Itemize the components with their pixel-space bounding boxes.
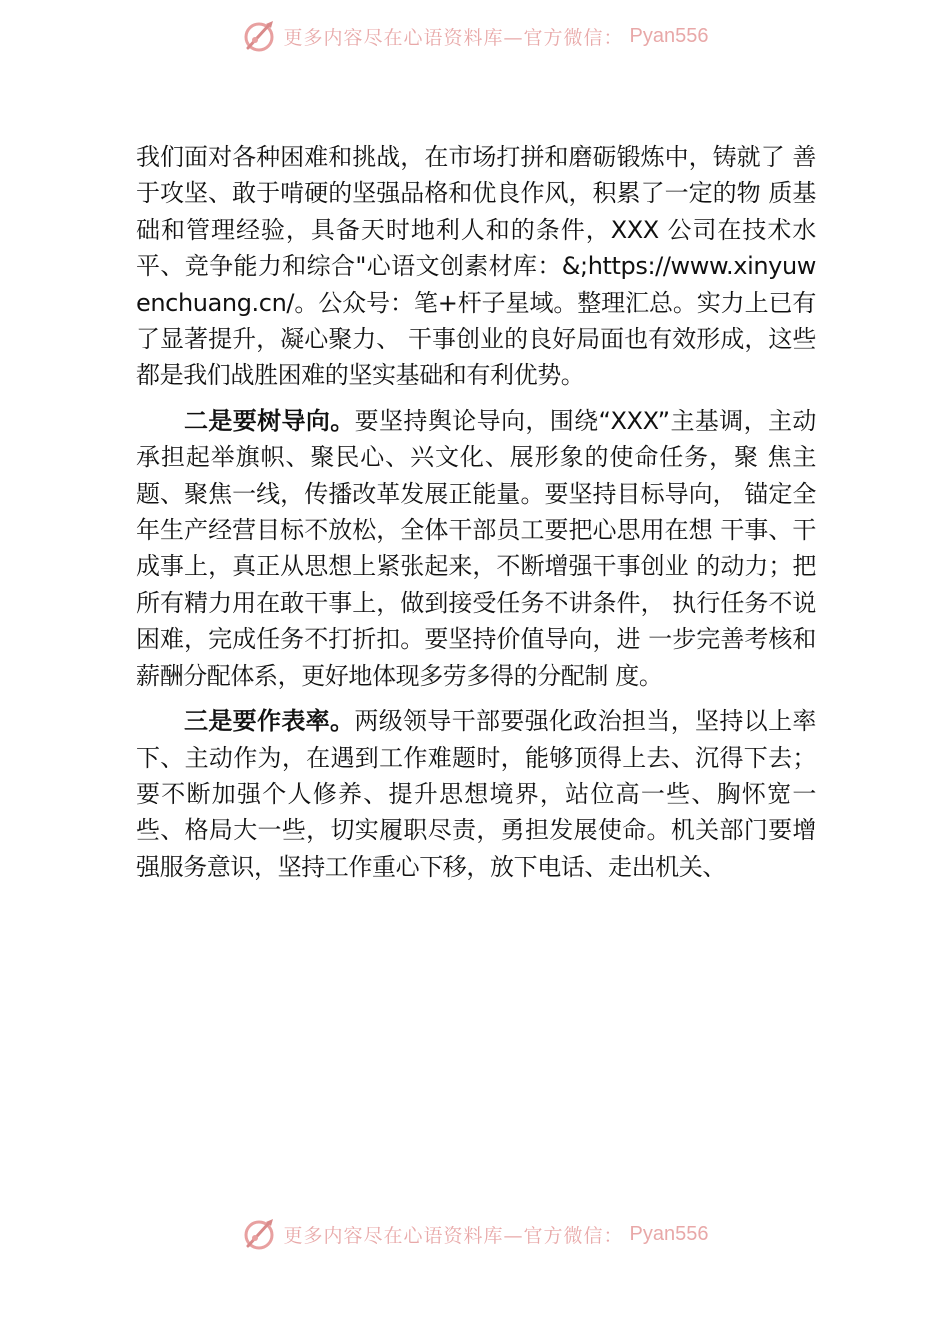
watermark-text: 更多内容尽在心语资料库—官方微信：	[283, 1224, 624, 1247]
paragraph-2	[136, 403, 816, 694]
watermark-wechat-id: Pyan556	[629, 24, 709, 47]
paragraph-2-text: 要坚持舆论导向，围绕“XXX”主基调，主动承担起举旗帜、聚民心、兴文化、展形象的使命任务，聚 焦主题、聚焦一线，传播改革发展正能量。要坚持目标导向， 锚定全年生产经营目标不放松，全体干部员工要把心思用在想 干事、干成事上，真正从思想上紧张起来，不断增强干事创业 的动力；把所有精力用在敢干事上，做到接受任务不讲条件， 执行任务不说困难，完成任务不打折扣。要坚持价值导向，进 一步完善考核和薪酬分配体系，更好地体现多劳多得的分配制 度。	[136, 406, 816, 690]
brush-logo-icon	[242, 1216, 278, 1252]
footer-watermark	[0, 1214, 950, 1254]
header-watermark	[0, 16, 950, 56]
paragraph-3	[136, 703, 816, 885]
paragraph-2-heading: 二是要树导向。	[184, 406, 355, 435]
paragraph-1: 我们面对各种困难和挑战，在市场打拼和磨砺锻炼中，铸就了 善于攻坚、敢于啃硬的坚强品格和优良作风，积累了一定的物 质基础和管理经验，具备天时地利人和的条件，XXX 公司在技术水平、竞争能力和综合"心语文创素材库：&;https://www.xinyuwenchuang.cn/。公众号：笔+杆子星域。整理汇总。实力上已有了显著提升，凝心聚力、 干事创业的良好局面也有效形成，这些都是我们战胜困难的坚实基础和有利优势。	[136, 143, 816, 390]
paragraph-3-heading: 三是要作表率。	[184, 707, 355, 736]
watermark-text: 更多内容尽在心语资料库—官方微信：	[283, 26, 624, 49]
brush-logo-icon	[242, 18, 278, 54]
document-body	[136, 139, 816, 894]
watermark-wechat-id: Pyan556	[629, 1222, 709, 1245]
paragraph-3-text: 两级领导干部要强化政治担当，坚持以上率下、主动作为，在遇到工作难题时，能够顶得上去、沉得下去；要不断加强个人修养、提升思想境界，站位高一些、胸怀宽一些、格局大一些，切实履职尽责，勇担发展使命。机关部门要增强服务意识，坚持工作重心下移，放下电话、走出机关、	[136, 707, 816, 881]
